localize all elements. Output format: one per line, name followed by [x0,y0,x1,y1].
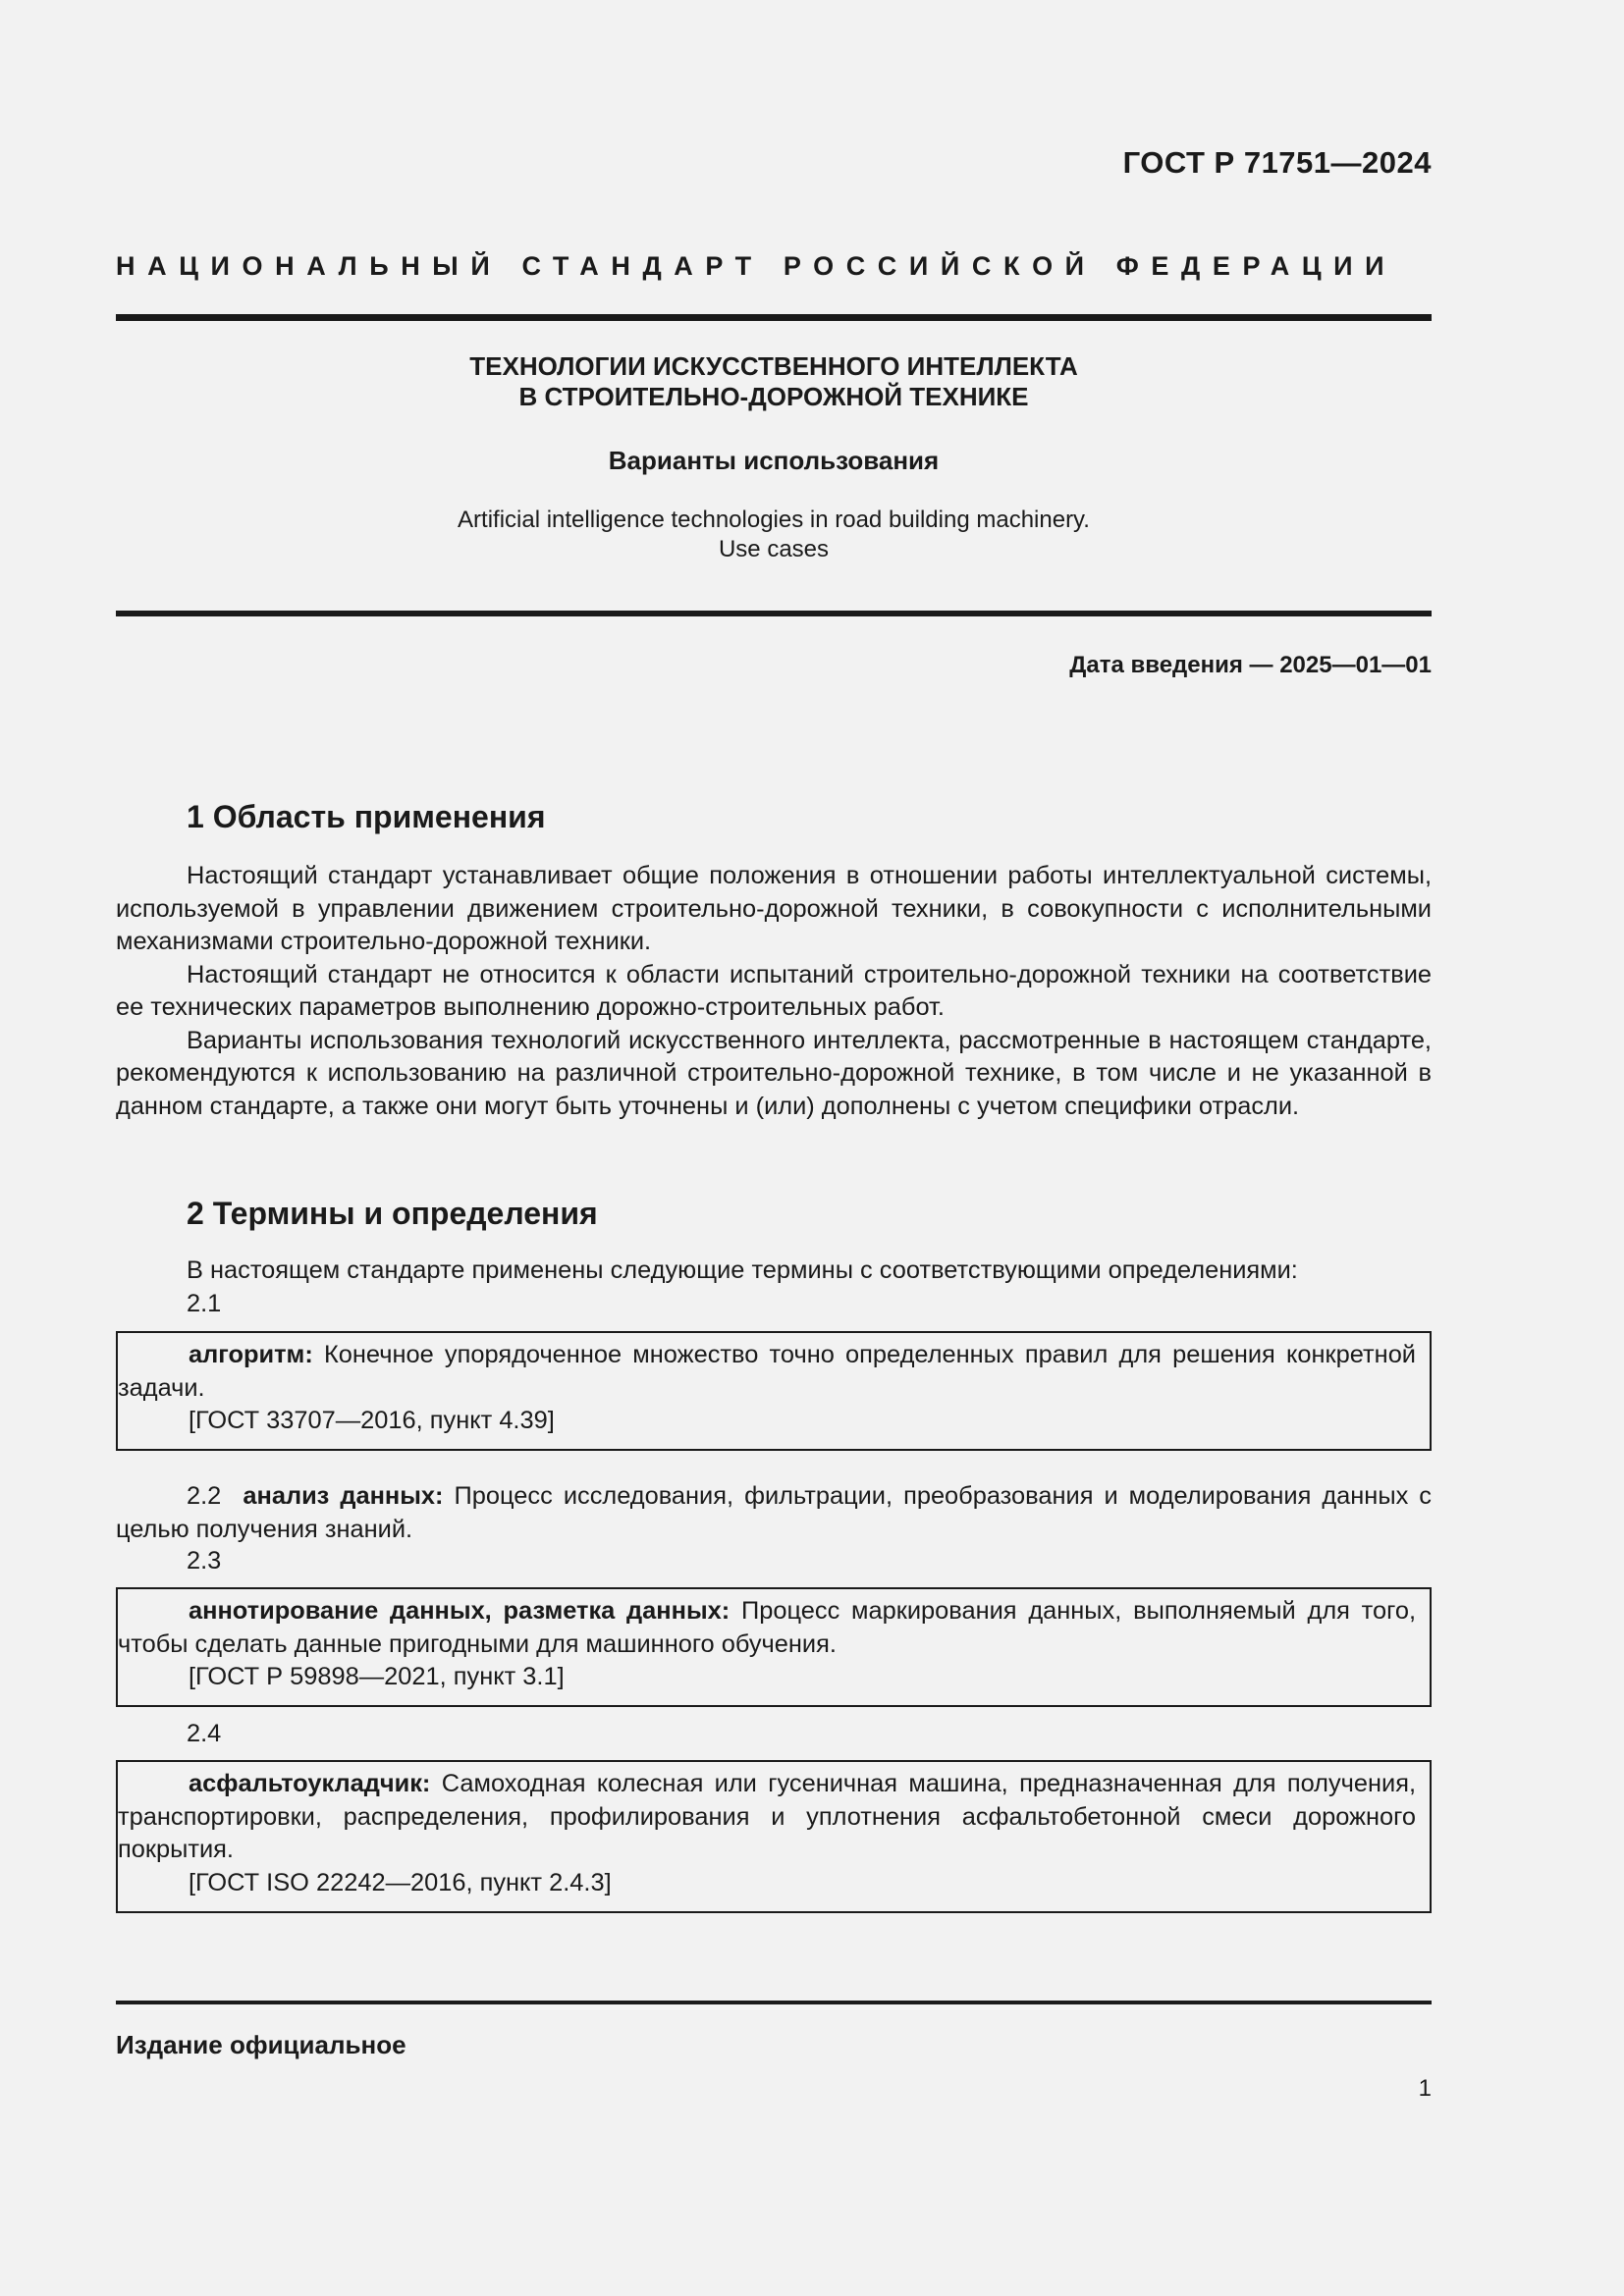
subtitle: Варианты использования [608,446,940,475]
term-number-2-2: 2.2 [187,1482,222,1510]
term-box-algorithm [116,1331,1432,1451]
title-line-1: ТЕХНОЛОГИИ ИСКУССТВЕННОГО ИНТЕЛЛЕКТА [469,351,1078,381]
term-number-2-3: 2.3 [187,1547,222,1575]
term-definition: Самоходная колесная или гусеничная машина, предназначенная для получения, транспортировки, распределения, профилирования и уплотнения асфальтобетонной смеси дорожного покрытия. [118,1770,1416,1863]
section-1-heading: 1 Область применения [187,799,546,834]
term-reference: [ГОСТ ISO 22242—2016, пункт 2.4.3] [189,1868,612,1896]
section-1-paragraph-1: Настоящий стандарт устанавливает общие положения в отношении работы интеллектуальной системы, используемой в управлении движением строительно-дорожной техники, в совокупности с исполнительными механизмами строительно-дорожной техники. [116,862,1432,955]
title-block [116,351,1432,564]
section-1-paragraph-2: Настоящий стандарт не относится к области испытаний строительно-дорожной техники на соответствие ее технических параметров выполнению дорожно-строительных работ. [116,960,1432,1021]
term-entry-algorithm [118,1339,1416,1405]
term-name: анализ данных: [243,1482,444,1510]
term-reference: [ГОСТ Р 59898—2021, пункт 3.1] [189,1663,565,1690]
term-definition: Процесс исследования, фильтрации, преобразования и моделирования данных с целью получения знаний. [116,1482,1432,1543]
term-number-2-1: 2.1 [187,1290,222,1317]
title-line-2: В СТРОИТЕЛЬНО-ДОРОЖНОЙ ТЕХНИКЕ [518,382,1029,411]
english-title-line-1: Artificial intelligence technologies in road building machinery. [458,507,1090,533]
term-reference: [ГОСТ 33707—2016, пункт 4.39] [189,1407,555,1434]
footer-divider [116,2001,1432,2004]
term-entry-data-annotation [118,1595,1416,1661]
term-name: асфальтоукладчик: [189,1770,431,1797]
section-1-body [116,860,1432,1123]
section-2-intro: В настоящем стандарте применены следующие термины с соответствующими определениями: [187,1256,1298,1284]
term-entry-data-analysis-text [116,1480,1432,1546]
term-name: алгоритм: [189,1341,313,1368]
term-box-data-annotation [116,1587,1432,1707]
document-page [116,0,1432,2296]
term-definition: Конечное упорядоченное множество точно определенных правил для решения конкретной задачи. [118,1341,1416,1402]
term-entry-data-analysis [116,1480,1432,1546]
term-number-2-4: 2.4 [187,1720,222,1747]
page-number: 1 [1418,2075,1432,2102]
section-2-heading: 2 Термины и определения [187,1196,598,1231]
title-bottom-divider [116,611,1432,616]
term-definition: Процесс маркирования данных, выполняемый для того, чтобы сделать данные пригодными для машинного обучения. [118,1597,1417,1658]
section-2-intro-block [116,1255,1432,1288]
national-standard-banner: НАЦИОНАЛЬНЫЙ СТАНДАРТ РОССИЙСКОЙ ФЕДЕРАЦИИ [116,251,1397,281]
top-divider [116,314,1432,321]
term-box-asphalt-paver [116,1760,1432,1913]
english-title-line-2: Use cases [718,536,830,562]
official-edition-label: Издание официальное [116,2030,406,2059]
term-entry-asphalt-paver [118,1768,1416,1867]
standard-code: ГОСТ Р 71751—2024 [1122,145,1432,180]
section-1-paragraph-3: Варианты использования технологий искусственного интеллекта, рассмотренные в настоящем стандарте, рекомендуются к использованию на различной строительно-дорожной технике, в том числе и не указанной в данном стандарте, а также они могут быть уточнены и (или) дополнены с учетом специфики отрасли. [116,1026,1432,1120]
introduction-date: Дата введения — 2025—01—01 [1069,652,1432,678]
term-name: аннотирование данных, разметка данных: [189,1597,731,1625]
english-title [116,506,1432,564]
